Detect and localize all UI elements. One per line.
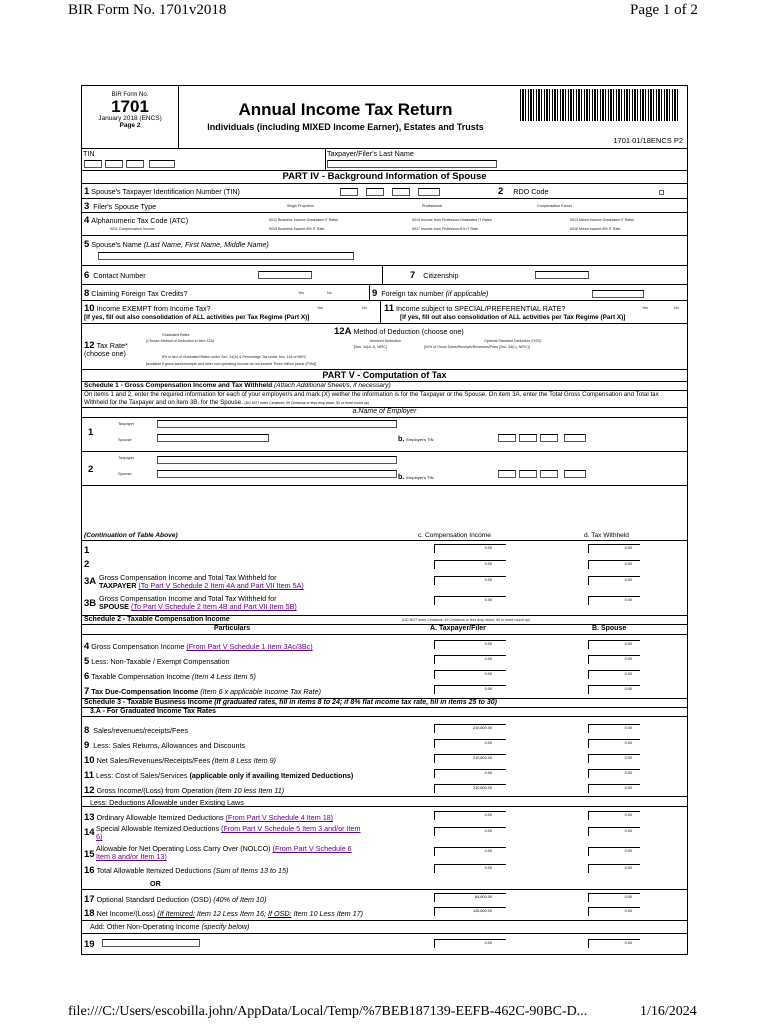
atc-ii015[interactable]: II015 Business Income-8% IT Rate xyxy=(269,227,325,231)
tin-label: TIN xyxy=(83,149,95,158)
tax-rate-graduated-note: (Choose Method of Deduction in Item 12A) xyxy=(146,339,215,343)
item-14-taxpayer-value[interactable]: 0.00 xyxy=(434,827,506,836)
item-19-taxpayer-value[interactable]: 0.00 xyxy=(434,939,506,948)
or-label: OR xyxy=(150,879,161,888)
item-14-line-2 xyxy=(96,832,102,841)
spouse-type-single-proprietor[interactable]: Single Proprietor xyxy=(287,204,314,208)
compensation-income-header: c. Compensation Income xyxy=(418,532,491,539)
item-7-taxpayer-value[interactable]: 0.00 xyxy=(434,685,506,694)
item-6-label: 6 Contact Number xyxy=(84,270,146,281)
item-11-note: [If yes, fill out also consolidation of ALL activities per Tax Regime (Part X)] xyxy=(400,314,626,321)
item-10-no[interactable]: No xyxy=(362,306,367,310)
form-page-label: Page 2 xyxy=(119,122,141,129)
item-6-taxpayer-value[interactable]: 0.00 xyxy=(434,670,506,679)
item-19-description-field[interactable] xyxy=(102,939,200,947)
item-15-link-cont[interactable]: Item 8 and/or Item 13) xyxy=(96,852,167,861)
page-number: Page 1 of 2 xyxy=(630,2,698,18)
cont-row-2-number: 2 xyxy=(84,559,90,570)
tin-field-2[interactable] xyxy=(105,160,123,168)
employer-1-name-spouse[interactable] xyxy=(157,434,269,442)
item-13-link[interactable]: (From Part V Schedule 4 Item 18) xyxy=(225,813,334,822)
item-8-taxpayer-value[interactable]: 210,800.00 xyxy=(434,724,506,733)
item-5-spouse-value[interactable]: 0.00 xyxy=(588,655,640,664)
item-11-spouse-value[interactable]: 0.00 xyxy=(588,769,640,778)
employer-1-taxpayer[interactable]: Taxpayer xyxy=(118,421,135,426)
item-9-s3-label: 9 Less: Sales Returns, Allowances and Discounts xyxy=(84,740,246,751)
item-11-taxpayer-value[interactable]: 0.00 xyxy=(434,769,506,778)
schedule-1-instructions-text: On items 1 and 2, enter the required information for each of your employer/s and mark (X) wether the information is for the Taxpayer or the Spouse. On item 3A, enter the Total Gross Compensation and Total tax Withheld for the Taxpayer and on item 3B, for the Spouse. (DO NOT enter Centavos; 49 Centavos or less drop down; 50 or more round up) xyxy=(84,391,659,406)
row-3a-line-1: Gross Compensation Income and Total Tax Withheld for xyxy=(99,573,277,582)
employer-row-1 xyxy=(82,418,687,452)
item-15-label: 15 xyxy=(84,849,95,860)
item-5-label: 5 Spouse's Name (Last Name, First Name, Middle Name) xyxy=(84,239,269,250)
item-17-taxpayer-value[interactable]: 84,800.00 xyxy=(434,893,506,902)
row-3b-compensation[interactable]: 0.00 xyxy=(434,596,506,605)
spouse-tin-1[interactable] xyxy=(340,188,358,196)
item-3-row xyxy=(82,199,687,213)
item-12-spouse-value[interactable]: 0.00 xyxy=(588,784,640,793)
employer-1-tin-3[interactable] xyxy=(540,434,558,442)
item-15-line-1: Allowable for Net Operating Loss Carry Over (NOLCO) (From Part V Schedule 6 xyxy=(96,844,352,853)
item-12-taxpayer-value[interactable]: 210,800.00 xyxy=(434,784,506,793)
employer-name-header: a.Name of Employer xyxy=(352,408,417,415)
item-10-label: 10 Income EXEMPT from Income Tax? xyxy=(84,303,211,314)
part-v-title: PART V - Computation of Tax xyxy=(82,370,687,382)
item-8-s3-label: 8 Sales/revenues/receipts/Fees xyxy=(84,725,188,736)
row-3a-link[interactable]: (To Part V Schedule 2 Item 4A and Part VII Item 5A) xyxy=(138,581,304,590)
item-17-label: 17 Optional Standard Deduction (OSD) (40% of Item 10) xyxy=(84,894,267,905)
row-3a-label: 3A xyxy=(84,576,97,587)
item-8-label: 8 Claiming Foreign Tax Credits? xyxy=(84,288,188,299)
item-16-taxpayer-value[interactable]: 0.00 xyxy=(434,864,506,873)
footer-date: 1/16/2024 xyxy=(640,1004,697,1019)
row-3b-line-1: Gross Compensation Income and Total Tax Withheld for xyxy=(99,594,277,603)
item-7-label: 7 Citizenship xyxy=(410,270,459,281)
divider xyxy=(82,933,687,934)
divider xyxy=(380,301,381,323)
item-8-spouse-value[interactable]: 0.00 xyxy=(588,724,640,733)
item-8-yes[interactable]: Yes xyxy=(298,291,304,295)
schedule-3-title: Schedule 3 - Taxable Business Income (If graduated rates, fill in items 8 to 24; if 8% flat income tax rate, fill in items 25 to 30) xyxy=(82,698,687,708)
item-15-taxpayer-value[interactable]: 0.00 xyxy=(434,847,506,856)
continuation-label: (Continuation of Table Above) xyxy=(84,532,178,539)
cont-row-2-tax-withheld[interactable]: 0.00 xyxy=(588,560,640,569)
item-3-label: 3 Filer's Spouse Type xyxy=(84,201,157,212)
item-8-9-row xyxy=(82,285,687,301)
citizenship-field[interactable] xyxy=(535,271,589,279)
form-number: 1701 xyxy=(111,97,149,116)
row-3b-link[interactable]: (To Part V Schedule 2 Item 4B and Part VII Item 5B) xyxy=(130,602,297,611)
schedule-1-instructions xyxy=(82,391,687,408)
item-14-line-1: Special Allowable Itemized Deductions (From Part V Schedule 5 Item 3 and/or Item xyxy=(96,824,361,833)
last-name-field[interactable] xyxy=(327,160,497,168)
item-19-spouse-value[interactable]: 0.00 xyxy=(588,939,640,948)
spouse-name-field[interactable] xyxy=(98,252,354,260)
item-17-spouse-value[interactable]: 0.00 xyxy=(588,893,640,902)
item-12-s3-label: 12 Gross Income/(Loss) from Operation (Item 10 less Item 11) xyxy=(84,785,285,796)
add-other-income-label: Add: Other Non-Operating Income (specify below) xyxy=(90,922,250,931)
item-19-label: 19 xyxy=(84,939,95,950)
spouse-type-professional[interactable]: Professional xyxy=(422,204,442,208)
cont-row-1-number: 1 xyxy=(84,545,90,556)
deduction-itemized[interactable]: Itemized Deduction xyxy=(370,339,401,343)
item-9-taxpayer-value[interactable]: 0.00 xyxy=(434,739,506,748)
spouse-header: B. Spouse xyxy=(592,625,627,632)
employer-1-number: 1 xyxy=(88,427,94,438)
row-3a-compensation[interactable]: 0.00 xyxy=(434,576,506,585)
form-header xyxy=(82,86,687,149)
tax-rate-8pct[interactable]: 8% in lieu of Graduated Rates under Sec. 24(A) & Percentage Tax under Sec. 116 of NIRC xyxy=(162,355,307,359)
divider xyxy=(82,889,687,890)
contact-number-field[interactable] xyxy=(258,271,312,279)
divider xyxy=(369,285,370,300)
employer-2-tin-1[interactable] xyxy=(498,470,516,478)
item-14-spouse-value[interactable]: 0.00 xyxy=(588,827,640,836)
item-1-row xyxy=(82,184,687,199)
item-14-link-cont[interactable]: 6) xyxy=(96,832,103,841)
row-3a-tax-withheld[interactable]: 0.00 xyxy=(588,576,640,585)
employer-2-tin-label: b. Employer's TIN xyxy=(398,472,434,481)
item-15-spouse-value[interactable]: 0.00 xyxy=(588,847,640,856)
item-4-row xyxy=(82,213,687,236)
cont-row-1-tax-withheld[interactable]: 0.00 xyxy=(588,544,640,553)
particulars-header: Particulars xyxy=(214,625,251,632)
employer-1-tin-2[interactable] xyxy=(519,434,537,442)
tax-rate-8pct-note: [available if gross sales/receipts and other non-operating income do not exceed Three million pesos (P3M)] xyxy=(146,362,317,366)
last-name-label: Taxpayer/Filer's Last Name xyxy=(327,149,414,158)
item-13-spouse-value[interactable]: 0.00 xyxy=(588,811,640,820)
atc-ii016[interactable]: II016 Mixed Income-8% IT Rate xyxy=(570,227,621,231)
less-deductions-label: Less: Deductions Allowable under Existing Laws xyxy=(90,798,244,807)
atc-ii014[interactable]: II014 Income from Profession-Graduated IT Rates xyxy=(412,218,492,222)
atc-ii012[interactable]: II012 Business Income-Graduated IT Rates xyxy=(269,218,339,222)
employer-2-number: 2 xyxy=(88,464,94,475)
employer-2-tin-3[interactable] xyxy=(540,470,558,478)
form-subtitle: Individuals (including MIXED Income Earner), Estates and Trusts xyxy=(207,122,484,132)
item-10-yes[interactable]: Yes xyxy=(317,306,323,310)
item-6-7-row xyxy=(82,266,687,285)
employer-2-name-spouse[interactable] xyxy=(157,470,397,478)
item-7-spouse-value[interactable]: 0.00 xyxy=(588,685,640,694)
rdo-code-field[interactable] xyxy=(659,190,664,195)
employer-row-2 xyxy=(82,452,687,486)
item-10-note: [If yes, fill out also consolidation of ALL activities per Tax Regime (Part X)] xyxy=(84,314,310,321)
atc-ii011[interactable]: II011 Compensation Income xyxy=(110,227,155,231)
cont-row-1-compensation[interactable]: 0.00 xyxy=(434,544,506,553)
tin-name-row xyxy=(82,149,687,171)
row-3b-tax-withheld[interactable]: 0.00 xyxy=(588,596,640,605)
tin-field-3[interactable] xyxy=(126,160,144,168)
item-5-s2-label: 5 Less: Non-Taxable / Exempt Compensation xyxy=(84,656,230,667)
item-13-taxpayer-value[interactable]: 0.00 xyxy=(434,811,506,820)
item-18-label: 18 Net Income/(Loss) (If Itemized: Item 12 Less Item 16; If OSD: Item 10 Less Item 17) xyxy=(84,908,364,919)
item-5-taxpayer-value[interactable]: 0.00 xyxy=(434,655,506,664)
employer-2-tin-2[interactable] xyxy=(519,470,537,478)
item-6-s2-label: 6 Taxable Compensation Income (Item 4 Less Item 5) xyxy=(84,671,256,682)
employer-header xyxy=(82,408,687,418)
deduction-itemized-ref: [Sec. 34(A-J), NIRC] xyxy=(354,345,387,349)
less-deductions-row xyxy=(82,796,687,807)
item-7-s2-label: 7 Tax Due-Compensation Income (Item 6 x applicable Income Tax Rate) xyxy=(84,686,321,697)
item-4-s2-label: 4 Gross Compensation Income (From Part V Schedule 1 Item 3Ac/3Bc) xyxy=(84,641,313,652)
divider xyxy=(325,149,326,170)
item-4-s2-link[interactable]: (From Part V Schedule 1 Item 3Ac/3Bc) xyxy=(186,642,313,651)
item-14-label: 14 xyxy=(84,827,95,838)
item-11-yes[interactable]: Yes xyxy=(642,306,648,310)
item-9-spouse-value[interactable]: 0.00 xyxy=(588,739,640,748)
employer-1-name-taxpayer[interactable] xyxy=(157,420,397,428)
item-12-row xyxy=(82,324,687,370)
item-15-line-2 xyxy=(96,852,167,861)
deduction-osd-ref: [40% of Gross Sales/Receipts/Revenues/Fees (Sec. 34(L), NIRC)] xyxy=(424,345,530,349)
item-11-no[interactable]: No xyxy=(674,306,679,310)
form-id-block xyxy=(82,86,179,148)
item-16-label: 16 Total Allowable Itemized Deductions (Sum of Items 13 to 15) xyxy=(84,865,289,876)
item-2-label: 2 RDO Code xyxy=(498,186,549,197)
tin-field-4[interactable] xyxy=(149,160,175,168)
item-5-row xyxy=(82,236,687,266)
spouse-type-compensation[interactable]: Compensation Earner xyxy=(537,204,572,208)
employer-2-name-taxpayer[interactable] xyxy=(157,456,397,464)
item-4-label: 4 Alphanumeric Tax Code (ATC) xyxy=(84,215,189,226)
item-15-link[interactable]: (From Part V Schedule 6 xyxy=(272,844,352,853)
item-11-label: 11 Income subject to SPECIAL/PREFERENTIAL RATE? xyxy=(384,303,566,314)
cont-row-2-compensation[interactable]: 0.00 xyxy=(434,560,506,569)
part-iv-title: PART IV - Background Information of Spouse xyxy=(82,171,687,184)
item-12a-label: 12A Method of Deduction (choose one) xyxy=(334,326,464,337)
spouse-tin-2[interactable] xyxy=(366,188,384,196)
item-18-taxpayer-value[interactable]: 126,800.00 xyxy=(434,907,506,916)
atc-ii013[interactable]: II013 Mixed Income-Graduated IT Rates xyxy=(570,218,635,222)
tax-withheld-header: d. Tax Withheld xyxy=(584,532,629,539)
footer-file-path: file:///C:/Users/escobilla.john/AppData/Local/Temp/%7BEB187139-EEFB-462C-90BC-D... xyxy=(68,1004,588,1019)
bir-form-no-label: BIR Form No. xyxy=(111,92,149,98)
item-10-s3-label: 10 Net Sales/Revenues/Receipts/Fees (Item 8 Less Item 9) xyxy=(84,755,276,766)
form-title: Annual Income Tax Return xyxy=(238,100,453,119)
row-3a-line-2: TAXPAYER (To Part V Schedule 2 Item 4A and Part VII Item 5A) xyxy=(99,581,304,590)
spouse-tin-4[interactable] xyxy=(418,188,440,196)
item-9-label: 9 Foreign tax number (if applicable) xyxy=(372,288,489,299)
employer-1-spouse[interactable]: Spouse xyxy=(118,437,132,442)
item-1-label: 1 Spouse's Taxpayer Identification Number (TIN) xyxy=(84,186,240,197)
barcode-code: 1701 01/18ENCS P2 xyxy=(613,136,683,145)
atc-ii017[interactable]: II017 Income from Profession-8% IT Rate xyxy=(412,227,479,231)
schedule-3a-title: 3.A - For Graduated Income Tax Rates xyxy=(82,708,687,717)
item-18-spouse-value[interactable]: 0.00 xyxy=(588,907,640,916)
taxpayer-filer-header: A. Taxpayer/Filer xyxy=(430,625,486,632)
form-1701-page-2 xyxy=(81,85,688,955)
form-edition: January 2018 (ENCS) xyxy=(98,115,162,122)
item-14-link[interactable]: (From Part V Schedule 5 Item 3 and/or Item xyxy=(221,824,361,833)
schedule-2-title: Schedule 2 - Taxable Compensation Income xyxy=(82,615,687,625)
tin-field-1[interactable] xyxy=(84,160,102,168)
item-12-label: 12 Tax Rate* xyxy=(84,340,128,351)
item-10-spouse-value[interactable]: 0.00 xyxy=(588,754,640,763)
schedule-2-note: (DO NOT enter Centavos; 49 Centavos or less drop down; 50 or more round up) xyxy=(402,618,530,622)
schedule-2-header xyxy=(82,625,687,635)
divider xyxy=(382,266,383,284)
item-6-spouse-value[interactable]: 0.00 xyxy=(588,670,640,679)
item-10-taxpayer-value[interactable]: 210,800.00 xyxy=(434,754,506,763)
schedule-1-title: Schedule 1 - Gross Compensation Income and Tax Withheld (Attach Additional Sheet/s, if necessary) xyxy=(82,382,687,391)
item-11-s3-label: 11 Less: Cost of Sales/Services (applicable only if availing Itemized Deductions) xyxy=(84,770,354,781)
item-12-sub: (choose one) xyxy=(84,349,126,358)
employer-2-tin-4[interactable] xyxy=(564,470,586,478)
item-16-spouse-value[interactable]: 0.00 xyxy=(588,864,640,873)
tax-rate-graduated[interactable]: Graduated Rates xyxy=(162,333,190,337)
row-3b-line-2: SPOUSE (To Part V Schedule 2 Item 4B and Part VII Item 5B) xyxy=(99,602,297,611)
employer-1-tin-label: b. Employer's TIN xyxy=(398,434,434,443)
employer-2-spouse[interactable]: Spouse xyxy=(118,471,132,476)
employer-2-taxpayer[interactable]: Taxpayer xyxy=(118,455,135,460)
item-10-11-row xyxy=(82,301,687,324)
item-4-taxpayer-value[interactable]: 0.00 xyxy=(434,640,506,649)
divider xyxy=(82,920,687,921)
employer-1-tin-4[interactable] xyxy=(564,434,586,442)
employer-1-tin-1[interactable] xyxy=(498,434,516,442)
spouse-tin-3[interactable] xyxy=(392,188,410,196)
item-13-label: 13 Ordinary Allowable Itemized Deductions (From Part V Schedule 4 Item 18) xyxy=(84,812,334,823)
barcode-image xyxy=(520,89,680,121)
item-8-no[interactable]: No xyxy=(327,291,332,295)
foreign-tax-number-field[interactable] xyxy=(592,290,644,298)
row-3b-label: 3B xyxy=(84,598,97,609)
deduction-osd[interactable]: Optional Standard Deduction (OSD) xyxy=(484,339,542,343)
page-form-number: BIR Form No. 1701v2018 xyxy=(68,2,227,18)
item-4-spouse-value[interactable]: 0.00 xyxy=(588,640,640,649)
